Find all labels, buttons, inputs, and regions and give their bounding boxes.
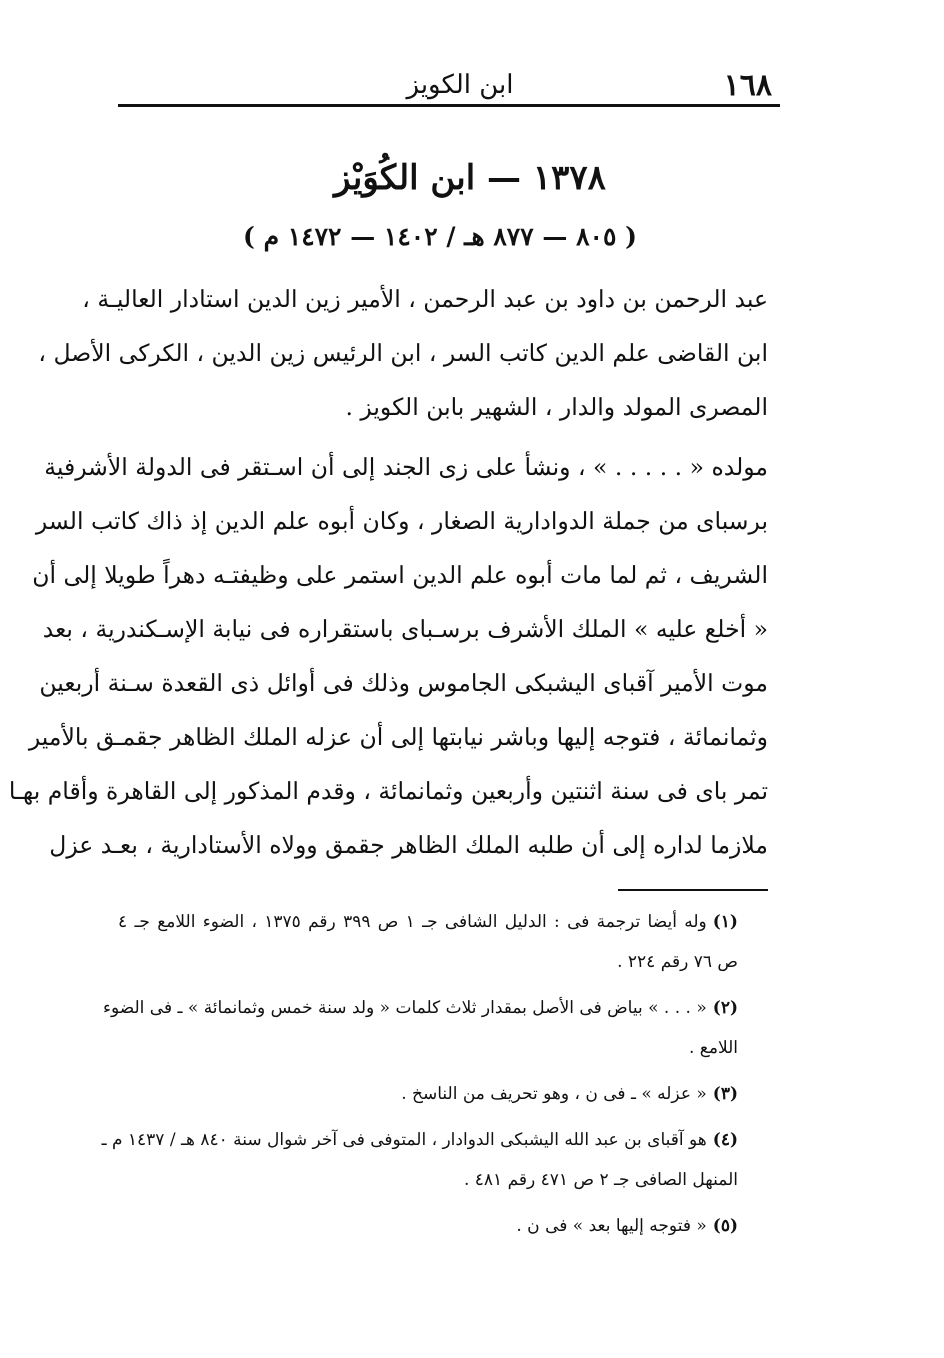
footnote-marker: (١) [712, 912, 738, 932]
footnote-text: المنهل الصافى جـ ٢ ص ٤٧١ رقم ٤٨١ . [463, 1170, 738, 1190]
footnote-text: وله أيضا ترجمة فى : الدليل الشافى جـ ١ ص ٣٩٩ رقم ١٣٧٥ ، الضوء اللامع جـ ٤ [118, 912, 707, 932]
running-header [0, 68, 944, 108]
header-rule [118, 104, 780, 107]
entry-dates: ( ٨٠٥ — ٨٧٧ هـ / ١٤٠٢ — ١٤٧٢ م ) [243, 222, 637, 251]
footnote-text: « فتوجه إليها بعد » فى ن . [516, 1216, 707, 1236]
footnote [102, 988, 738, 1068]
footnote [101, 1120, 738, 1200]
text-line: المصرى المولد والدار ، الشهير بابن الكويز . [345, 393, 768, 421]
text-line: تمر باى فى سنة اثنتين وأربعين وثمانمائة ، وقدم المذكور إلى القاهرة وأقام بهـا [8, 777, 768, 805]
text-line: ملازما لداره إلى أن طلبه الملك الظاهر جقمق وولاه الأستادارية ، بعـد عزل [49, 831, 768, 859]
text-line: موت الأمير آقباى اليشبكى الجاموس وذلك فى أوائل ذى القعدة سـنة أربعين [39, 669, 768, 697]
text-line: وثمانمائة ، فتوجه إليها وباشر نيابتها إلى أن عزله الملك الظاهر جقمـق بالأمير [28, 723, 768, 751]
footnote-text: اللامع . [688, 1038, 738, 1058]
text-line: الشريف ، ثم لما مات أبوه علم الدين استمر على وظيفتـه دهراً طويلا إلى أن [32, 561, 768, 589]
running-title: ابن الكويز [406, 70, 514, 100]
footnote-text: « . . . » بياض فى الأصل بمقدار ثلاث كلمات « ولد سنة خمس وثمانمائة » ـ فى الضوء [102, 998, 707, 1018]
text-line: برسباى من جملة الدوادارية الصغار ، وكان أبوه علم الدين إذ ذاك كاتب السر [35, 507, 768, 535]
text-line: ابن القاضى علم الدين كاتب السر ، ابن الرئيس زين الدين ، الكركى الأصل ، [38, 339, 768, 367]
footnote [118, 902, 738, 982]
text-line: « أخلع عليه » الملك الأشرف برسـباى باستقراره فى نيابة الإسـكندرية ، بعد [42, 615, 768, 643]
footnote-marker: (٢) [712, 998, 738, 1018]
page-number: ١٦٨ [723, 68, 772, 103]
body-paragraph [8, 440, 768, 872]
footnote-marker: (٥) [712, 1216, 738, 1236]
text-line: عبد الرحمن بن داود بن عبد الرحمن ، الأمير زين الدين استادار العاليـة ، [82, 285, 768, 313]
body-paragraph [38, 272, 768, 434]
entry-heading: ١٣٧٨ — ابن الكُوَيْز [334, 158, 606, 198]
footnote-text: هو آقباى بن عبد الله اليشبكى الدوادار ، المتوفى فى آخر شوال سنة ٨٤٠ هـ / ١٤٣٧ م ـ [101, 1130, 707, 1150]
footnote-marker: (٤) [712, 1130, 738, 1150]
footnote-text: « عزله » ـ فى ن ، وهو تحريف من الناسخ . [401, 1084, 707, 1104]
footnote-marker: (٣) [712, 1084, 738, 1104]
footnote-text: ص ٧٦ رقم ٢٢٤ . [617, 952, 738, 972]
footnote [118, 1074, 738, 1114]
text-line: مولده « . . . . . » ، ونشأ على زى الجند إلى أن اسـتقر فى الدولة الأشرفية [44, 453, 768, 481]
footnotes-list [101, 902, 738, 1252]
footnote-rule [618, 889, 768, 891]
footnote [118, 1206, 738, 1246]
